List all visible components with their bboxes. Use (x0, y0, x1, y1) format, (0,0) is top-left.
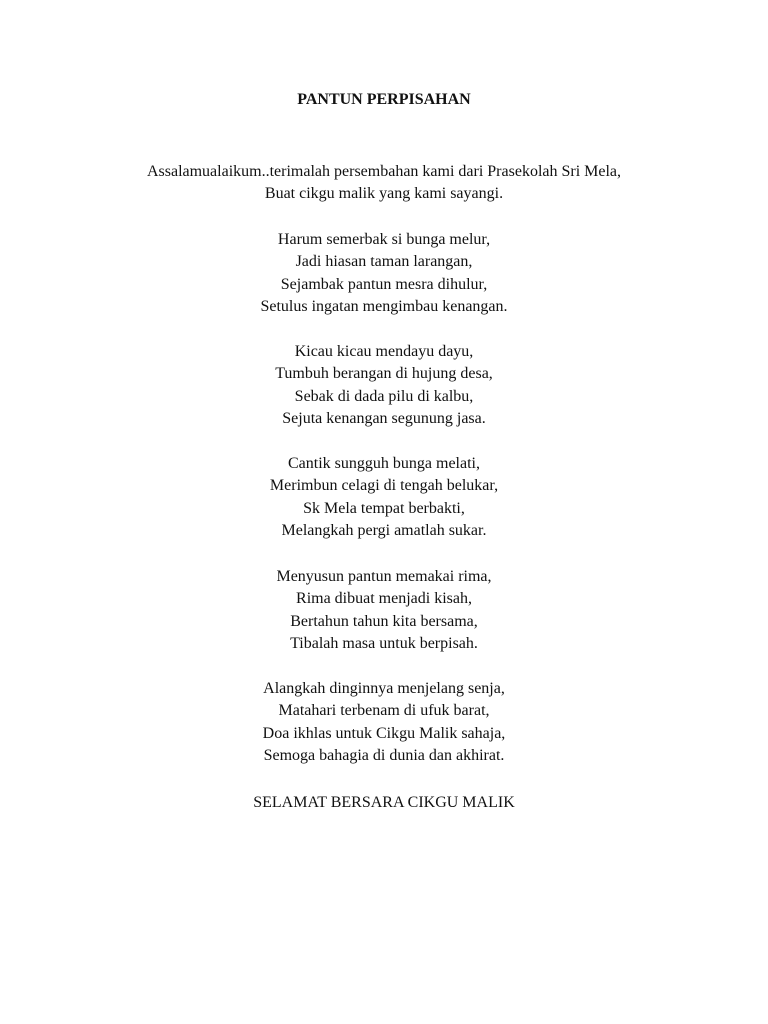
intro-line: Assalamualaikum..terimalah persembahan kami dari Prasekolah Sri Mela, (146, 163, 622, 180)
stanza-line: Rima dibuat menjadi kisah, (296, 590, 472, 608)
intro-line: Buat cikgu malik yang kami sayangi. (264, 185, 504, 203)
intro-paragraph (0, 161, 768, 206)
stanza-line: Doa ikhlas untuk Cikgu Malik sahaja, (262, 724, 506, 742)
stanza-5 (0, 678, 768, 768)
stanza-line: Setulus ingatan mengimbau kenangan. (260, 298, 508, 316)
stanza-3 (0, 453, 768, 543)
stanza-line: Sejambak pantun mesra dihulur, (280, 275, 488, 293)
stanza-4 (0, 566, 768, 656)
stanza-line: Kicau kicau mendayu dayu, (294, 343, 474, 360)
stanza-line: Melangkah pergi amatlah sukar. (281, 522, 487, 540)
stanza-line: Menyusun pantun memakai rima, (276, 568, 492, 585)
closing-line: SELAMAT BERSARA CIKGU MALIK (253, 794, 515, 811)
stanza-line: Tibalah masa untuk berpisah. (290, 635, 478, 653)
stanza-line: Matahari terbenam di ufuk barat, (278, 702, 490, 720)
stanza-line: Tumbuh berangan di hujung desa, (275, 365, 493, 383)
stanza-line: Sebak di dada pilu di kalbu, (294, 387, 474, 405)
stanza-line: Semoga bahagia di dunia dan akhirat. (263, 747, 505, 765)
stanza-line: Jadi hiasan taman larangan, (295, 253, 473, 271)
stanza-line: Sk Mela tempat berbakti, (303, 499, 465, 517)
stanza-line: Harum semerbak si bunga melur, (277, 231, 491, 248)
stanza-line: Alangkah dinginnya menjelang senja, (263, 680, 505, 697)
stanza-line: Sejuta kenangan segunung jasa. (282, 410, 486, 428)
stanza-line: Bertahun tahun kita bersama, (290, 612, 478, 630)
stanza-2 (0, 341, 768, 431)
stanza-line: Merimbun celagi di tengah belukar, (269, 477, 499, 495)
stanza-line: Cantik sungguh bunga melati, (288, 455, 480, 472)
document-title: PANTUN PERPISAHAN (297, 91, 471, 108)
stanza-1 (0, 229, 768, 319)
